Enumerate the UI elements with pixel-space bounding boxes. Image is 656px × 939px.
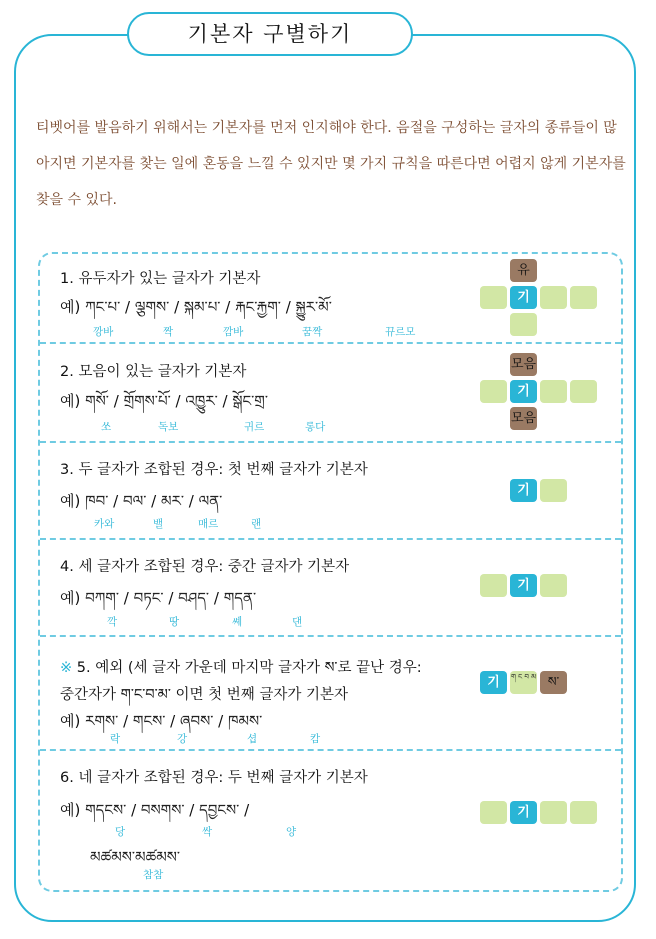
diagram-empty-box	[540, 479, 567, 502]
tibetan-word: བསགས་	[140, 801, 185, 819]
example-line-continued	[90, 841, 180, 883]
diagram-empty-box	[480, 574, 507, 597]
tibetan-word: བཏང་	[133, 589, 164, 607]
diagram-base-box: 기	[510, 801, 537, 824]
tibetan-word: བཤད་	[178, 589, 210, 607]
gloss: 독보	[158, 421, 179, 433]
example-label: 예)	[60, 712, 81, 730]
example-line: 예) བཀག་ / བཏང་ / བཤད་ / གདན་	[60, 589, 257, 607]
tibetan-word: ཞབས་	[180, 712, 214, 730]
diagram-empty-box	[510, 313, 537, 336]
example-label: 예)	[60, 801, 81, 819]
tibetan-word: དབྱངས་	[199, 801, 240, 819]
tibetan-word: སྐྱུར་མོ་	[295, 298, 332, 316]
example-line: 예) གསོ་ / གྲོགས་པོ་ / འཁྱུར་ / སྒོང་གྲ་	[60, 392, 269, 410]
diagram-empty-box	[480, 380, 507, 403]
example-label: 예)	[60, 392, 81, 410]
rule-heading-text: 5. 예외 (세 글자 가운데 마지막 글자가 ས་로 끝난 경우:	[76, 660, 422, 676]
diagram-empty-box	[480, 286, 507, 309]
rule-section-4	[40, 538, 621, 637]
diagram-base-box: 기	[510, 574, 537, 597]
gloss: 매르	[198, 518, 219, 530]
diagram-suffix-box: ས་	[540, 671, 567, 694]
rule-heading: 2. 모음이 있는 글자가 기본자	[60, 364, 247, 380]
gloss: 깍	[107, 616, 118, 628]
diagram-base-box: 기	[510, 286, 537, 309]
rule-section-1	[40, 254, 621, 344]
note-mark-icon: ※	[60, 660, 73, 676]
gloss: 깜바	[223, 326, 244, 338]
gloss: 랜	[251, 518, 262, 530]
gloss: 락	[110, 733, 121, 745]
tibetan-word: གངས་	[132, 712, 166, 730]
gloss: 당	[115, 826, 126, 838]
gloss: 댄	[292, 616, 303, 628]
rule-heading: 3. 두 글자가 조합된 경우: 첫 번째 글자가 기본자	[60, 462, 368, 478]
tibetan-word: བལ་	[122, 492, 147, 510]
diagram-base-box: 기	[480, 671, 507, 694]
example-line: 예) ཀང་པ་ / ལྕགས་ / སྐམ་པ་ / རྐང་རྐྱག་ / སྐྱུར་མོ་	[60, 298, 332, 316]
tibetan-word: གྲོགས་པོ་	[123, 392, 171, 410]
intro-paragraph: 티벳어를 발음하기 위해서는 기본자를 먼저 인지해야 한다. 음절을 구성하는 글자의 종류들이 많아지면 기본자를 찾는 일에 혼동을 느낄 수 있지만 몇 가지 규칙을 따른다면 어렵지 않게 기본자를 찾을 수 있다.	[36, 120, 626, 208]
diagram-empty-box	[570, 801, 597, 824]
gloss: 깡바	[93, 326, 114, 338]
diagram-empty-box	[570, 286, 597, 309]
gloss: 밸	[153, 518, 164, 530]
example-label: 예)	[60, 492, 81, 510]
gloss: 쏘	[101, 421, 112, 433]
gloss: 캄	[310, 733, 321, 745]
tibetan-word: ཁམས་	[227, 712, 263, 730]
example-line: 예) གདངས་ / བསགས་ / དབྱངས་ /	[60, 801, 250, 819]
diagram-base-box: 기	[510, 479, 537, 502]
diagram-empty-box	[540, 574, 567, 597]
tibetan-word: ཁབ་	[85, 492, 109, 510]
rule-section-6	[40, 749, 621, 894]
tibetan-word: ལན་	[198, 492, 223, 510]
tibetan-word: མཚམས་མཚམས་	[90, 848, 181, 866]
diagram-empty-box	[540, 801, 567, 824]
gloss: 땅	[169, 616, 180, 628]
gloss: 짝	[163, 326, 174, 338]
gloss: 참참	[143, 869, 164, 881]
example-label: 예)	[60, 298, 81, 316]
rule-heading: 1. 유두자가 있는 글자가 기본자	[60, 271, 261, 287]
diagram-base-box: 기	[510, 380, 537, 403]
example-line: 예) ཁབ་ / བལ་ / མར་ / ལན་	[60, 492, 223, 510]
example-label: 예)	[60, 589, 81, 607]
rule-heading: 4. 세 글자가 조합된 경우: 중간 글자가 기본자	[60, 559, 350, 575]
gloss: 귀르	[244, 421, 265, 433]
rule-section-2	[40, 342, 621, 443]
page-title: 기본자 구별하기	[127, 12, 413, 56]
diagram-empty-box	[540, 286, 567, 309]
tibetan-word: བཀག་	[85, 589, 120, 607]
gloss: 강	[177, 733, 188, 745]
rule-section-5	[40, 635, 621, 751]
diagram-empty-box	[480, 801, 507, 824]
gloss: 뀨르모	[385, 326, 416, 338]
gloss: 셥	[247, 733, 258, 745]
tibetan-word: ཀང་པ་	[85, 298, 121, 316]
diagram-empty-box	[570, 380, 597, 403]
rule-heading: 6. 네 글자가 조합된 경우: 두 번째 글자가 기본자	[60, 770, 368, 786]
gloss: 꿈짝	[302, 326, 323, 338]
tibetan-word: སྒོང་གྲ་	[232, 392, 269, 410]
gloss: 카와	[94, 518, 115, 530]
diagram-vowel-box: 모음	[510, 353, 537, 376]
rules-panel	[38, 252, 623, 892]
rule-subheading: 중간자가 ག་ང་བ་མ་ 이면 첫 번째 글자가 기본자	[60, 687, 348, 703]
rule-section-3	[40, 441, 621, 540]
diagram-vowel-box: 모음	[510, 407, 537, 430]
tibetan-word: གདན་	[223, 589, 257, 607]
tibetan-word: འཁྱུར་	[185, 392, 218, 410]
diagram-upper-box: 유	[510, 259, 537, 282]
diagram-empty-box	[540, 380, 567, 403]
tibetan-word: རྐང་རྐྱག་	[235, 298, 281, 316]
tibetan-word: གསོ་	[85, 392, 109, 410]
example-line: 예) རགས་ / གངས་ / ཞབས་ / ཁམས་	[60, 712, 263, 730]
diagram-middle-letters-box: ག ང བ མ	[510, 671, 537, 694]
tibetan-word: སྐམ་པ་	[183, 298, 221, 316]
gloss: 싹	[202, 826, 213, 838]
tibetan-word: ལྕགས་	[134, 298, 170, 316]
gloss: 쎼	[232, 616, 243, 628]
tibetan-word: རགས་	[85, 712, 119, 730]
gloss: 양	[286, 826, 297, 838]
tibetan-word: མར་	[160, 492, 184, 510]
gloss: 롱다	[305, 421, 326, 433]
tibetan-word: གདངས་	[85, 801, 127, 819]
